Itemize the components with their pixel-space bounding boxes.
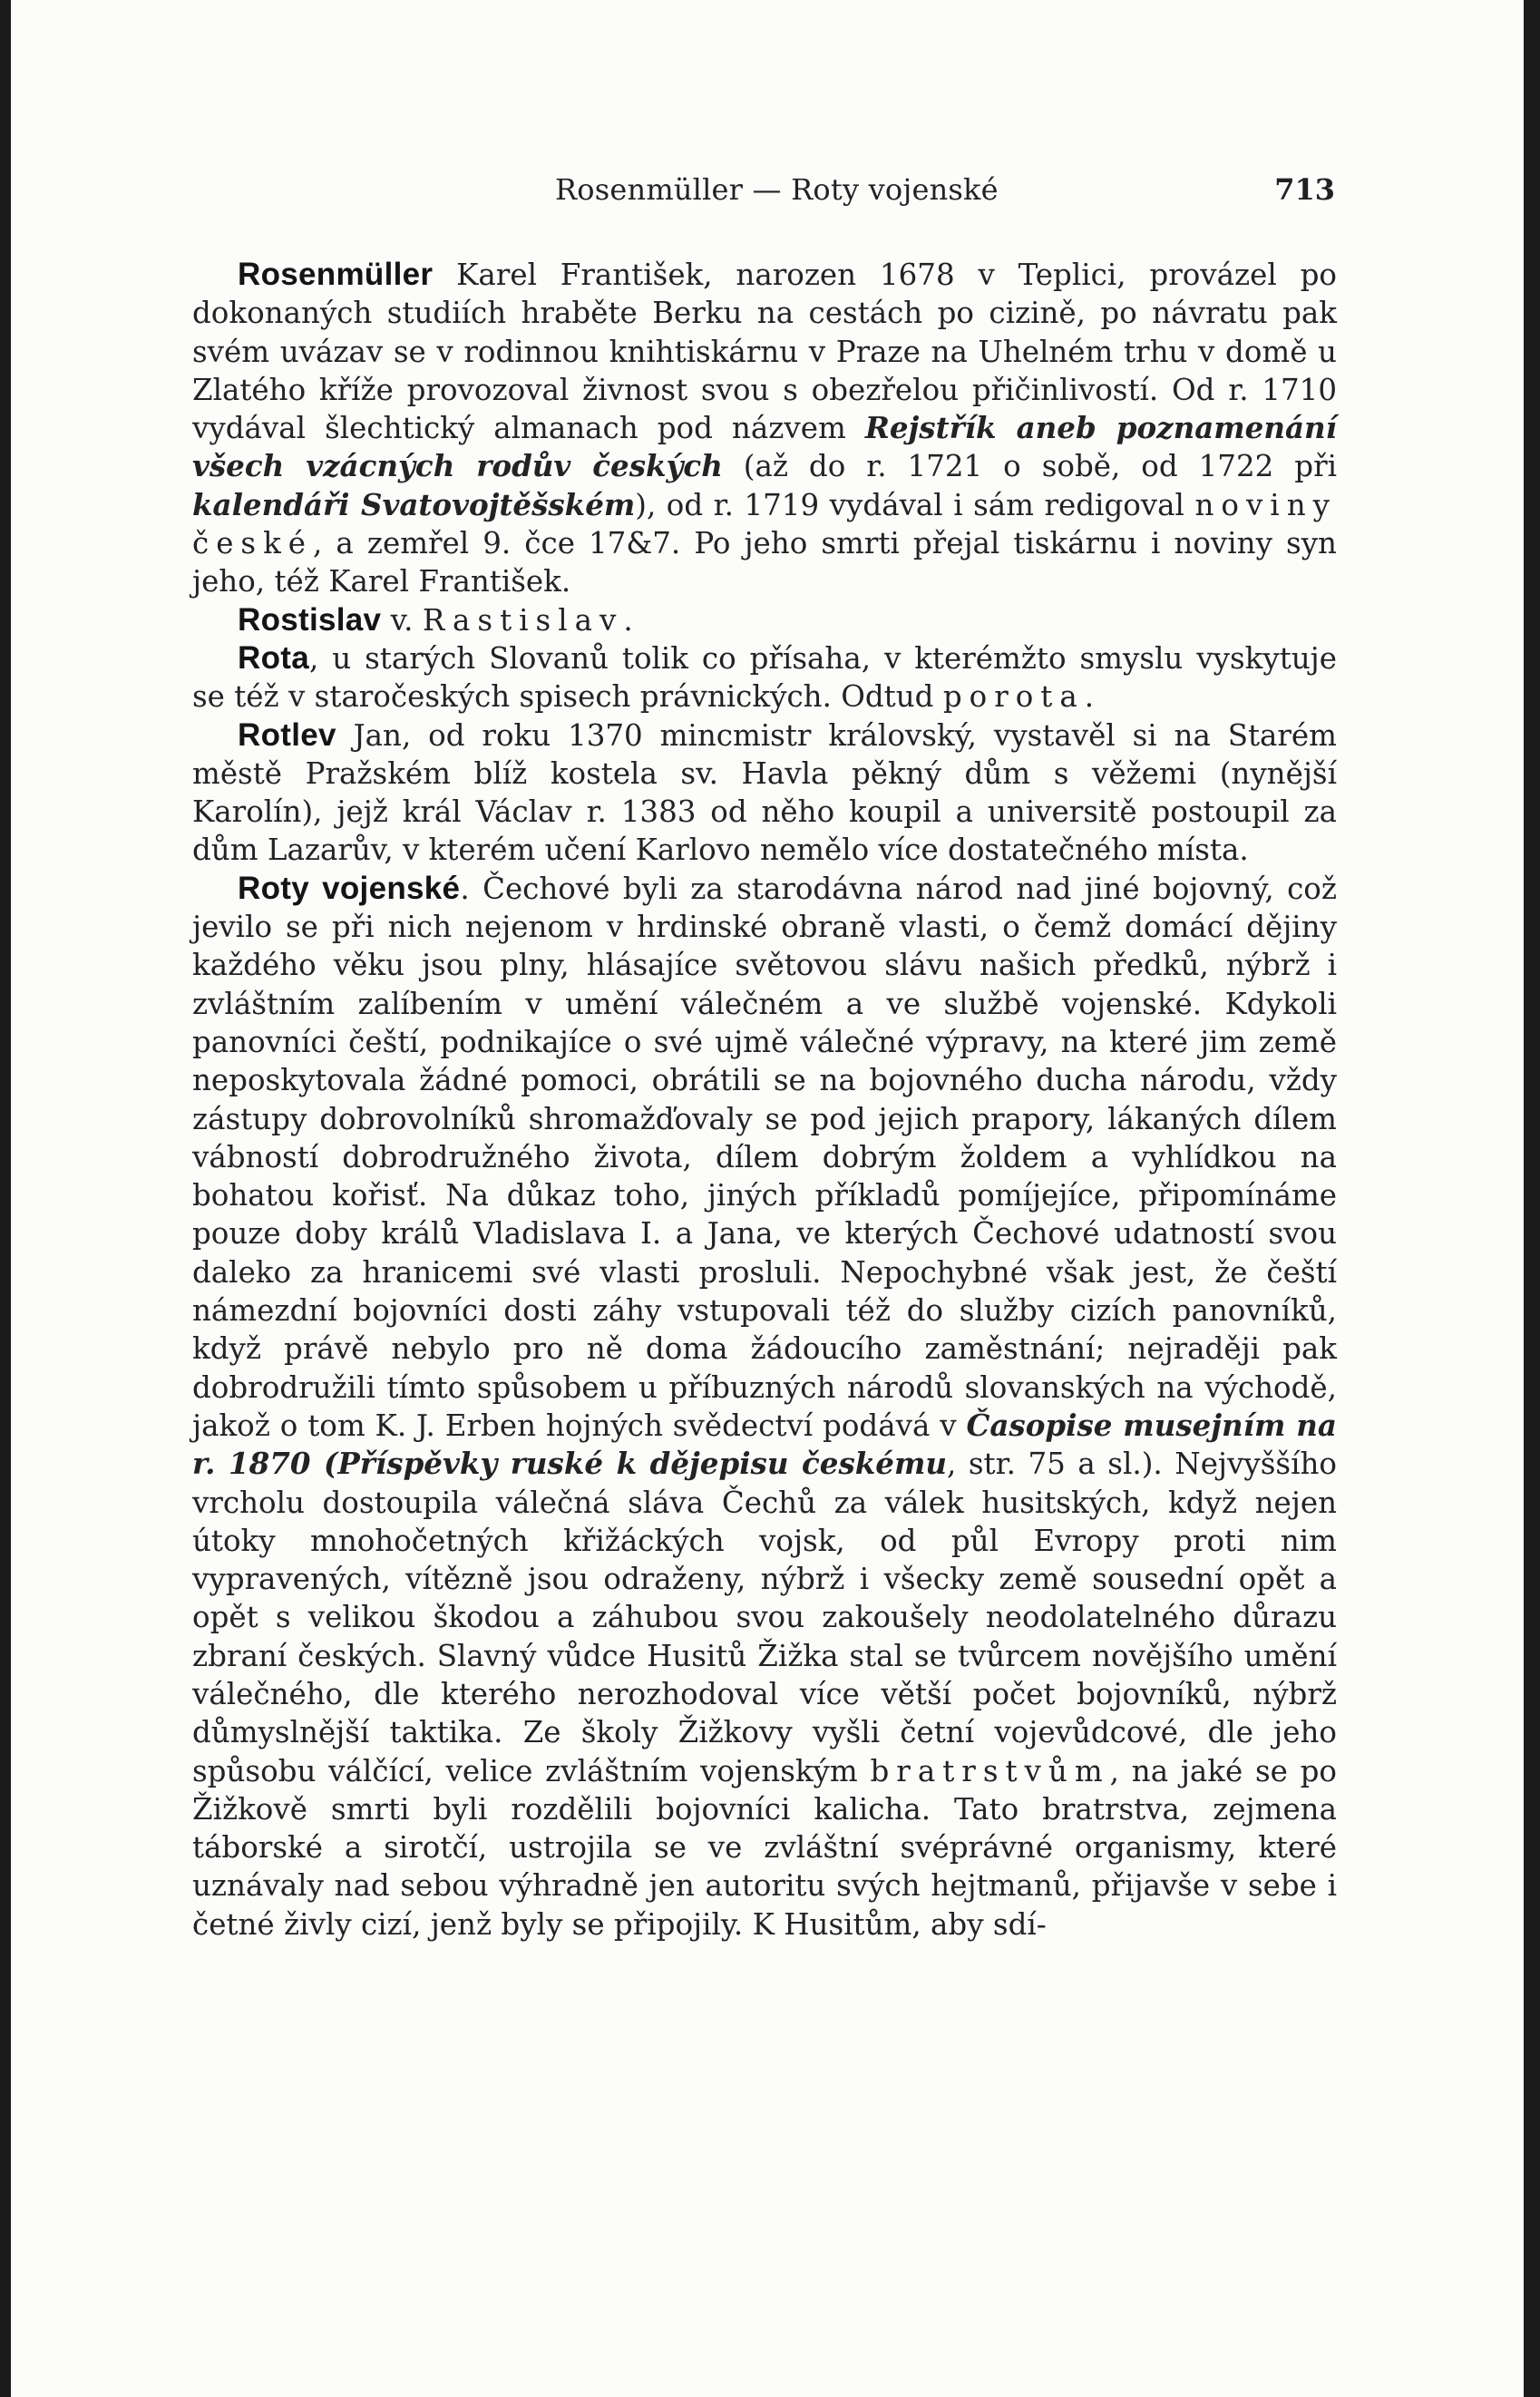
page-number: 713: [1274, 172, 1335, 207]
entry-roty-vojenske: [192, 870, 1337, 1944]
spaced-term: Rastislav: [422, 602, 624, 638]
spaced-term: noviny české: [192, 487, 1337, 561]
entry-text: , na jaké se po Žižkově smrti byli rozdělili bojovníci kalicha. Tato bratrstva, zejmena táborské a sirotčí, ustrojila se ve zvláštní svéprávné organismy, které uznávaly nad sebou výhradně jen autoritu svých hejtmanů, přijavše v sebe i četné živly cizí, jenž byly se připojily. K Husitům, aby sdí-: [192, 1753, 1337, 1942]
headword-rotlev: Rotlev: [238, 716, 336, 753]
entry-text: , u starých Slovanů tolik co přísaha, v kterémžto smyslu vyskytuje se též v staročeských spisech právnických. Odtud: [192, 640, 1337, 715]
headword-rota: Rota: [238, 639, 309, 676]
entry-text: Jan, od roku 1370 mincmistr královský, vystavěl si na Starém městě Pražském blíž kostela sv. Havla pěkný dům s věžemi (nynější Karolín), jejž král Václav r. 1383 od něho koupil a universitě postoupil za dům Lazarův, v kterém učení Karlovo nemělo více dostatečného místa.: [192, 717, 1337, 868]
entry-text: .: [623, 602, 633, 638]
entry-text: , str. 75 a sl.). Nejvyššího vrcholu dostoupila válečná sláva Čechů za válek husitských, když nejen útoky mnohočetných křižáckých vojsk, od půl Evropy proti nim vypravených, vítězně jsou odraženy, nýbrž i všecky země sousední opět a opět s velikou škodou a záhubou svou zakoušely neodolatelného důrazu zbraní českých. Slavný vůdce Husitů Žižka stal se tvůrcem novějšího umění válečného, dle kterého nerozhodoval více větší počet bojovníků, nýbrž důmyslnější taktika. Ze školy Žižkovy vyšli četní vojevůdcové, dle jeho spůsobu válčící, velice zvláštním vojenským: [192, 1447, 1337, 1788]
text-body: [192, 256, 1337, 1944]
entry-text: .: [1084, 679, 1095, 715]
entry-text: Karel František, narozen 1678 v Teplici, provázel po dokonaných studiích hraběte Berku na cestách po cizině, po návratu pak svém uvázav se v rodinnou knihtiskárnu v Praze na Uhelném trhu v domě u Zlatého kříže provozoval živnost svou s obezřelou přičinlivostí. Od r. 1710 vydával šlechtický almanach pod názvem: [192, 258, 1337, 446]
entry-text: (až do r. 1721 o sobě, od 1722 při: [722, 449, 1337, 484]
entry-rosenmuller: [192, 256, 1337, 601]
book-title: Rejstřík aneb poznamenání všech vzácných rodův českých: [192, 410, 1337, 484]
entry-rostislav: [192, 601, 1337, 639]
header-title: Rosenmüller — Roty vojenské: [555, 172, 999, 207]
headword-roty-vojenske: Roty vojenské: [238, 870, 461, 906]
headword-rosenmuller: Rosenmüller: [238, 257, 434, 292]
entry-text: v.: [381, 602, 423, 638]
entry-text: , a zemřel 9. čce 17&7. Po jeho smrti přejal tiskárnu i noviny syn jeho, též Karel František.: [192, 526, 1337, 599]
running-header: [129, 172, 1335, 218]
spaced-term: bratrstvům: [870, 1753, 1110, 1788]
entry-rota: [192, 639, 1337, 716]
headword-rostislav: Rostislav: [238, 601, 382, 638]
book-title: kalendáři Svatovojtěšském: [192, 486, 636, 522]
entry-rotlev: [192, 716, 1337, 870]
page: [11, 0, 1524, 2397]
entry-text: ), od r. 1719 vydával i sám redigoval: [635, 487, 1195, 522]
entry-text: . Čechové byli za starodávna národ nad jiné bojovný, což jevilo se při nich nejenom v hrdinské obraně vlasti, o čemž domácí dějiny každého věku jsou plny, hlásajíce světovou slávu našich předků, nýbrž i zvláštním zalíbením v umění válečném a ve službě vojenské. Kdykoli panovníci čeští, podnikajíce o své ujmě válečné výpravy, na které jim země neposkytovala žádné pomoci, obrátili se na bojovného ducha národu, vždy zástupy dobrovolníků shromažďovaly se pod jejich prapory, lákaných dílem vábností dobrodružného života, dílem dobrým žoldem a vyhlídkou na bohatou kořisť. Na důkaz toho, jiných příkladů pomíjejíce, připomínáme pouze doby králů Vladislava I. a Jana, ve kterých Čechové udatností svou daleko za hranicemi své vlasti prosluli. Nepochybné však jest, že čeští námezdní bojovníci dosti záhy vstupovali též do služby cizích panovníků, když právě nebylo pro ně doma žádoucího zaměstnání; nejraději pak dobrodružili tímto spůsobem u příbuzných národů slovanských na východě, jakož o tom K. J. Erben hojných svědectví podává v: [192, 871, 1337, 1443]
spaced-term: porota: [942, 679, 1085, 715]
book-title: Časopise musejním na r. 1870 (Příspěvky ruské k dějepisu českému: [192, 1407, 1337, 1482]
